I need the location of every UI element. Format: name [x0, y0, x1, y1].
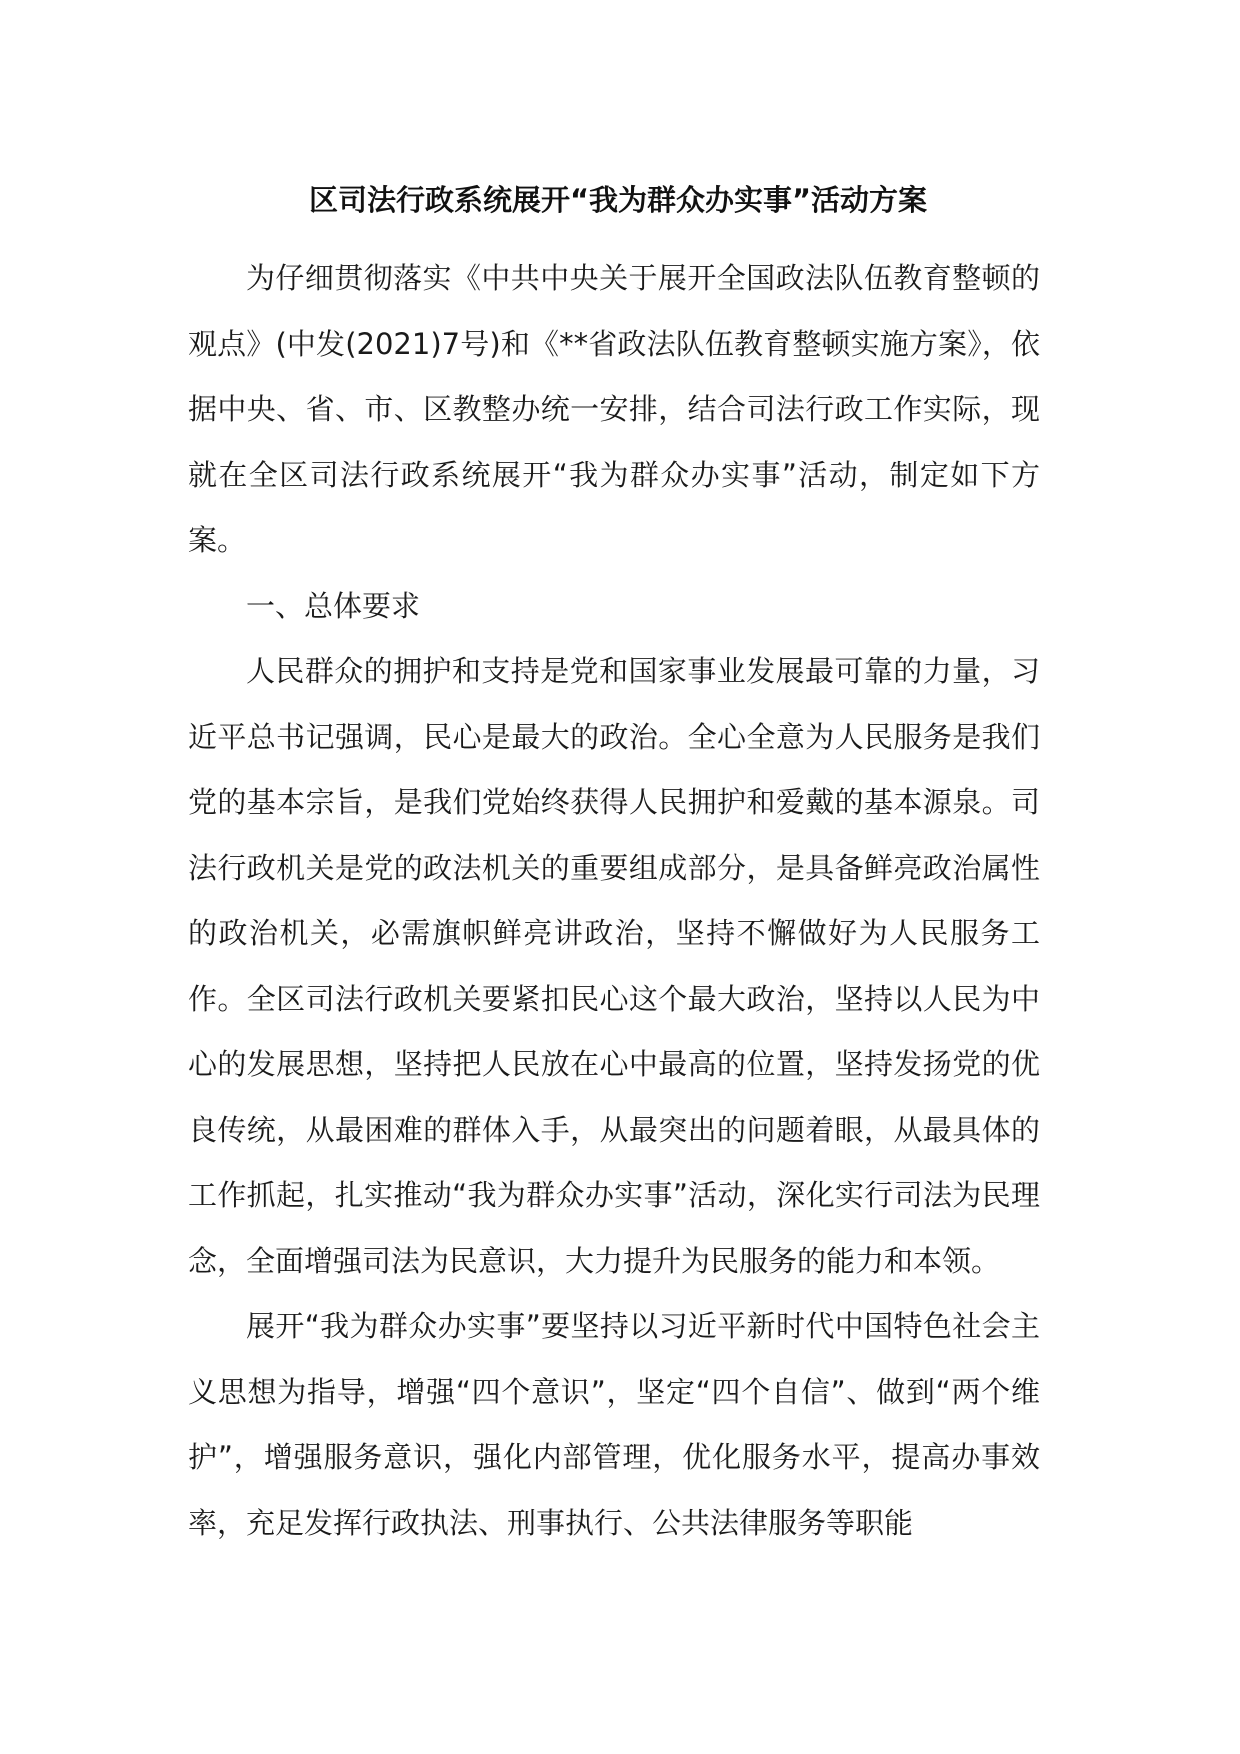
paragraph-intro: 为仔细贯彻落实《中共中央关于展开全国政法队伍教育整顿的观点》(中发(2021)7号)和《**省政法队伍教育整顿实施方案》，依据中央、省、市、区教整办统一安排，结合司法行政工作实际，现就在全区司法行政系统展开“我为群众办实事”活动，制定如下方案。: [188, 261, 1040, 557]
paragraph-guiding-principles: 展开“我为群众办实事”要坚持以习近平新时代中国特色社会主义思想为指导，增强“四个意识”，坚定“四个自信”、做到“两个维护”，增强服务意识，强化内部管理，优化服务水平，提高办事效率，充足发挥行政执法、刑事执行、公共法律服务等职能: [188, 1309, 1040, 1540]
paragraph-overall-requirements: 人民群众的拥护和支持是党和国家事业发展最可靠的力量，习近平总书记强调，民心是最大的政治。全心全意为人民服务是我们党的基本宗旨，是我们党始终获得人民拥护和爱戴的基本源泉。司法行政机关是党的政法机关的重要组成部分，是具备鲜亮政治属性的政治机关，必需旗帜鲜亮讲政治，坚持不懈做好为人民服务工作。全区司法行政机关要紧扣民心这个最大政治，坚持以人民为中心的发展思想，坚持把人民放在心中最高的位置，坚持发扬党的优良传统，从最困难的群体入手，从最突出的问题着眼，从最具体的工作抓起，扎实推动“我为群众办实事”活动，深化实行司法为民理念，全面增强司法为民意识，大力提升为民服务的能力和本领。: [188, 654, 1040, 1278]
document-title: 区司法行政系统展开“我为群众办实事”活动方案: [308, 183, 928, 217]
section-heading-overall-requirements: 一、总体要求: [246, 588, 421, 623]
document-body: [188, 246, 1040, 1556]
